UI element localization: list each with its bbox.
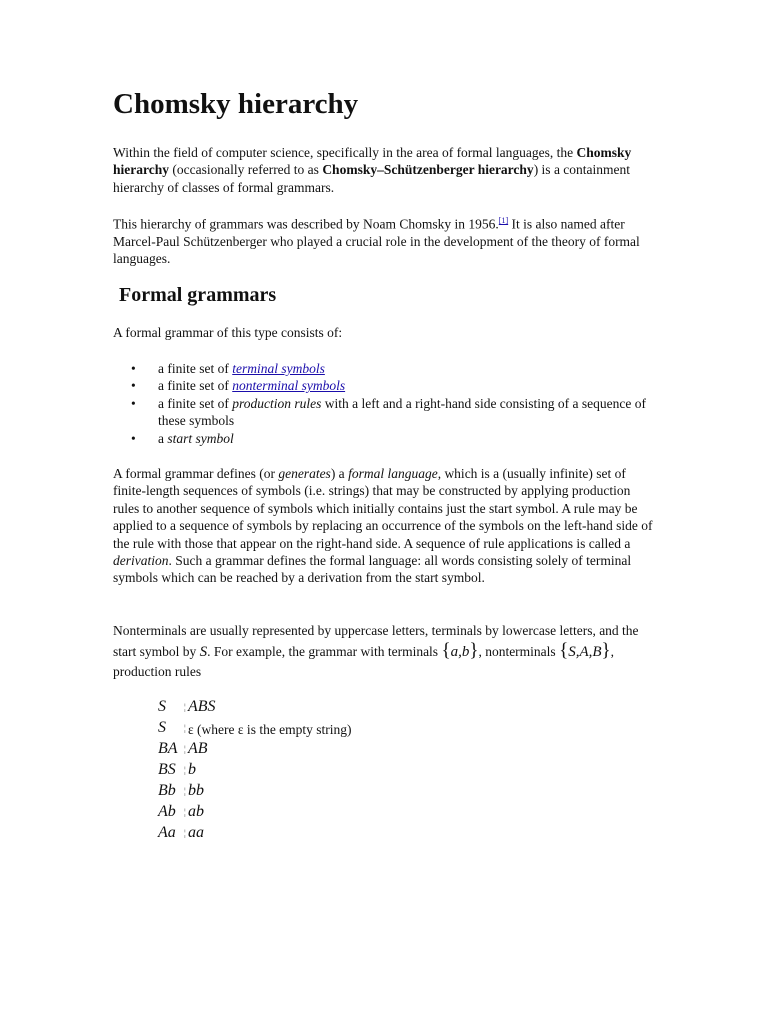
math-start-symbol: S xyxy=(199,644,208,660)
history-paragraph: This hierarchy of grammars was described by Noam Chomsky in 1956.[1] It is also named after Marcel-Paul Schützenberger who played a crucial role in the development of the theory of formal languages. xyxy=(113,216,640,267)
term-chomsky-schutzenberger: Chomsky–Schützenberger hierarchy xyxy=(322,162,534,178)
arrow-icon: ¦ xyxy=(184,786,186,796)
arrow-icon: ¦ xyxy=(184,828,186,838)
bullet-icon: • xyxy=(131,378,136,394)
bullet-icon: • xyxy=(131,361,136,376)
term-chomsky-hierarchy: Chomsky hierarchy xyxy=(113,145,632,178)
math-terminals: a,b xyxy=(450,644,470,660)
arrow-icon: ¦ xyxy=(184,744,186,754)
list-item: • a finite set of nonterminal symbols xyxy=(131,378,346,394)
grammar-intro: A formal grammar of this type consists of: xyxy=(113,325,343,340)
arrow-icon: ¦ xyxy=(184,723,186,733)
arrow-icon: ¦ xyxy=(184,702,186,712)
bullet-icon: • xyxy=(131,395,136,411)
arrow-icon: ¦ xyxy=(184,765,186,775)
definition-paragraph: A formal grammar defines (or generates) a formal language, which is a (usually infinite) set of finite-length sequences of symbols (i.e. strings) that may be constructed by applying production rules to another sequence of symbols which initially contains just the start symbol. A rule may be applied to a sequence of symbols by replacing an occurrence of the symbols on the left-hand side of the rule with those that appear on the right-hand side. A sequence of rule applications is called a derivation. Such a grammar defines the formal language: all words consisting solely of terminal symbols which can be reached by a derivation from the start symbol. xyxy=(113,466,653,586)
citation-link[interactable]: [1] xyxy=(498,216,509,225)
terminal-symbols-link[interactable]: terminal symbols xyxy=(232,361,325,376)
nonterminal-symbols-link[interactable]: nonterminal symbols xyxy=(232,378,346,394)
list-item: • a start symbol xyxy=(131,430,234,446)
list-item: • a finite set of terminal symbols xyxy=(131,361,325,376)
math-nonterminals: S,A,B xyxy=(568,644,602,660)
page-title: Chomsky hierarchy xyxy=(113,88,359,120)
bullet-icon: • xyxy=(131,430,136,446)
list-item: • a finite set of production rules with a left and a right-hand side consisting of a sequence of these symbols xyxy=(131,395,647,429)
section-heading-formal-grammars: Formal grammars xyxy=(119,284,277,306)
arrow-icon: ¦ xyxy=(184,807,186,817)
example-paragraph: Nonterminals are usually represented by uppercase letters, terminals by lowercase letters, and the start symbol by S. For example, the grammar with terminals {a,b}, nonterminals {S,A,B}, production rules xyxy=(113,623,639,679)
intro-paragraph: Within the field of computer science, specifically in the area of formal languages, the Chomsky hierarchy (occasionally referred to as Chomsky–Schützenberger hierarchy) is a containment hierarchy of classes of formal grammars. xyxy=(113,145,632,195)
grammar-components-list xyxy=(113,360,658,447)
